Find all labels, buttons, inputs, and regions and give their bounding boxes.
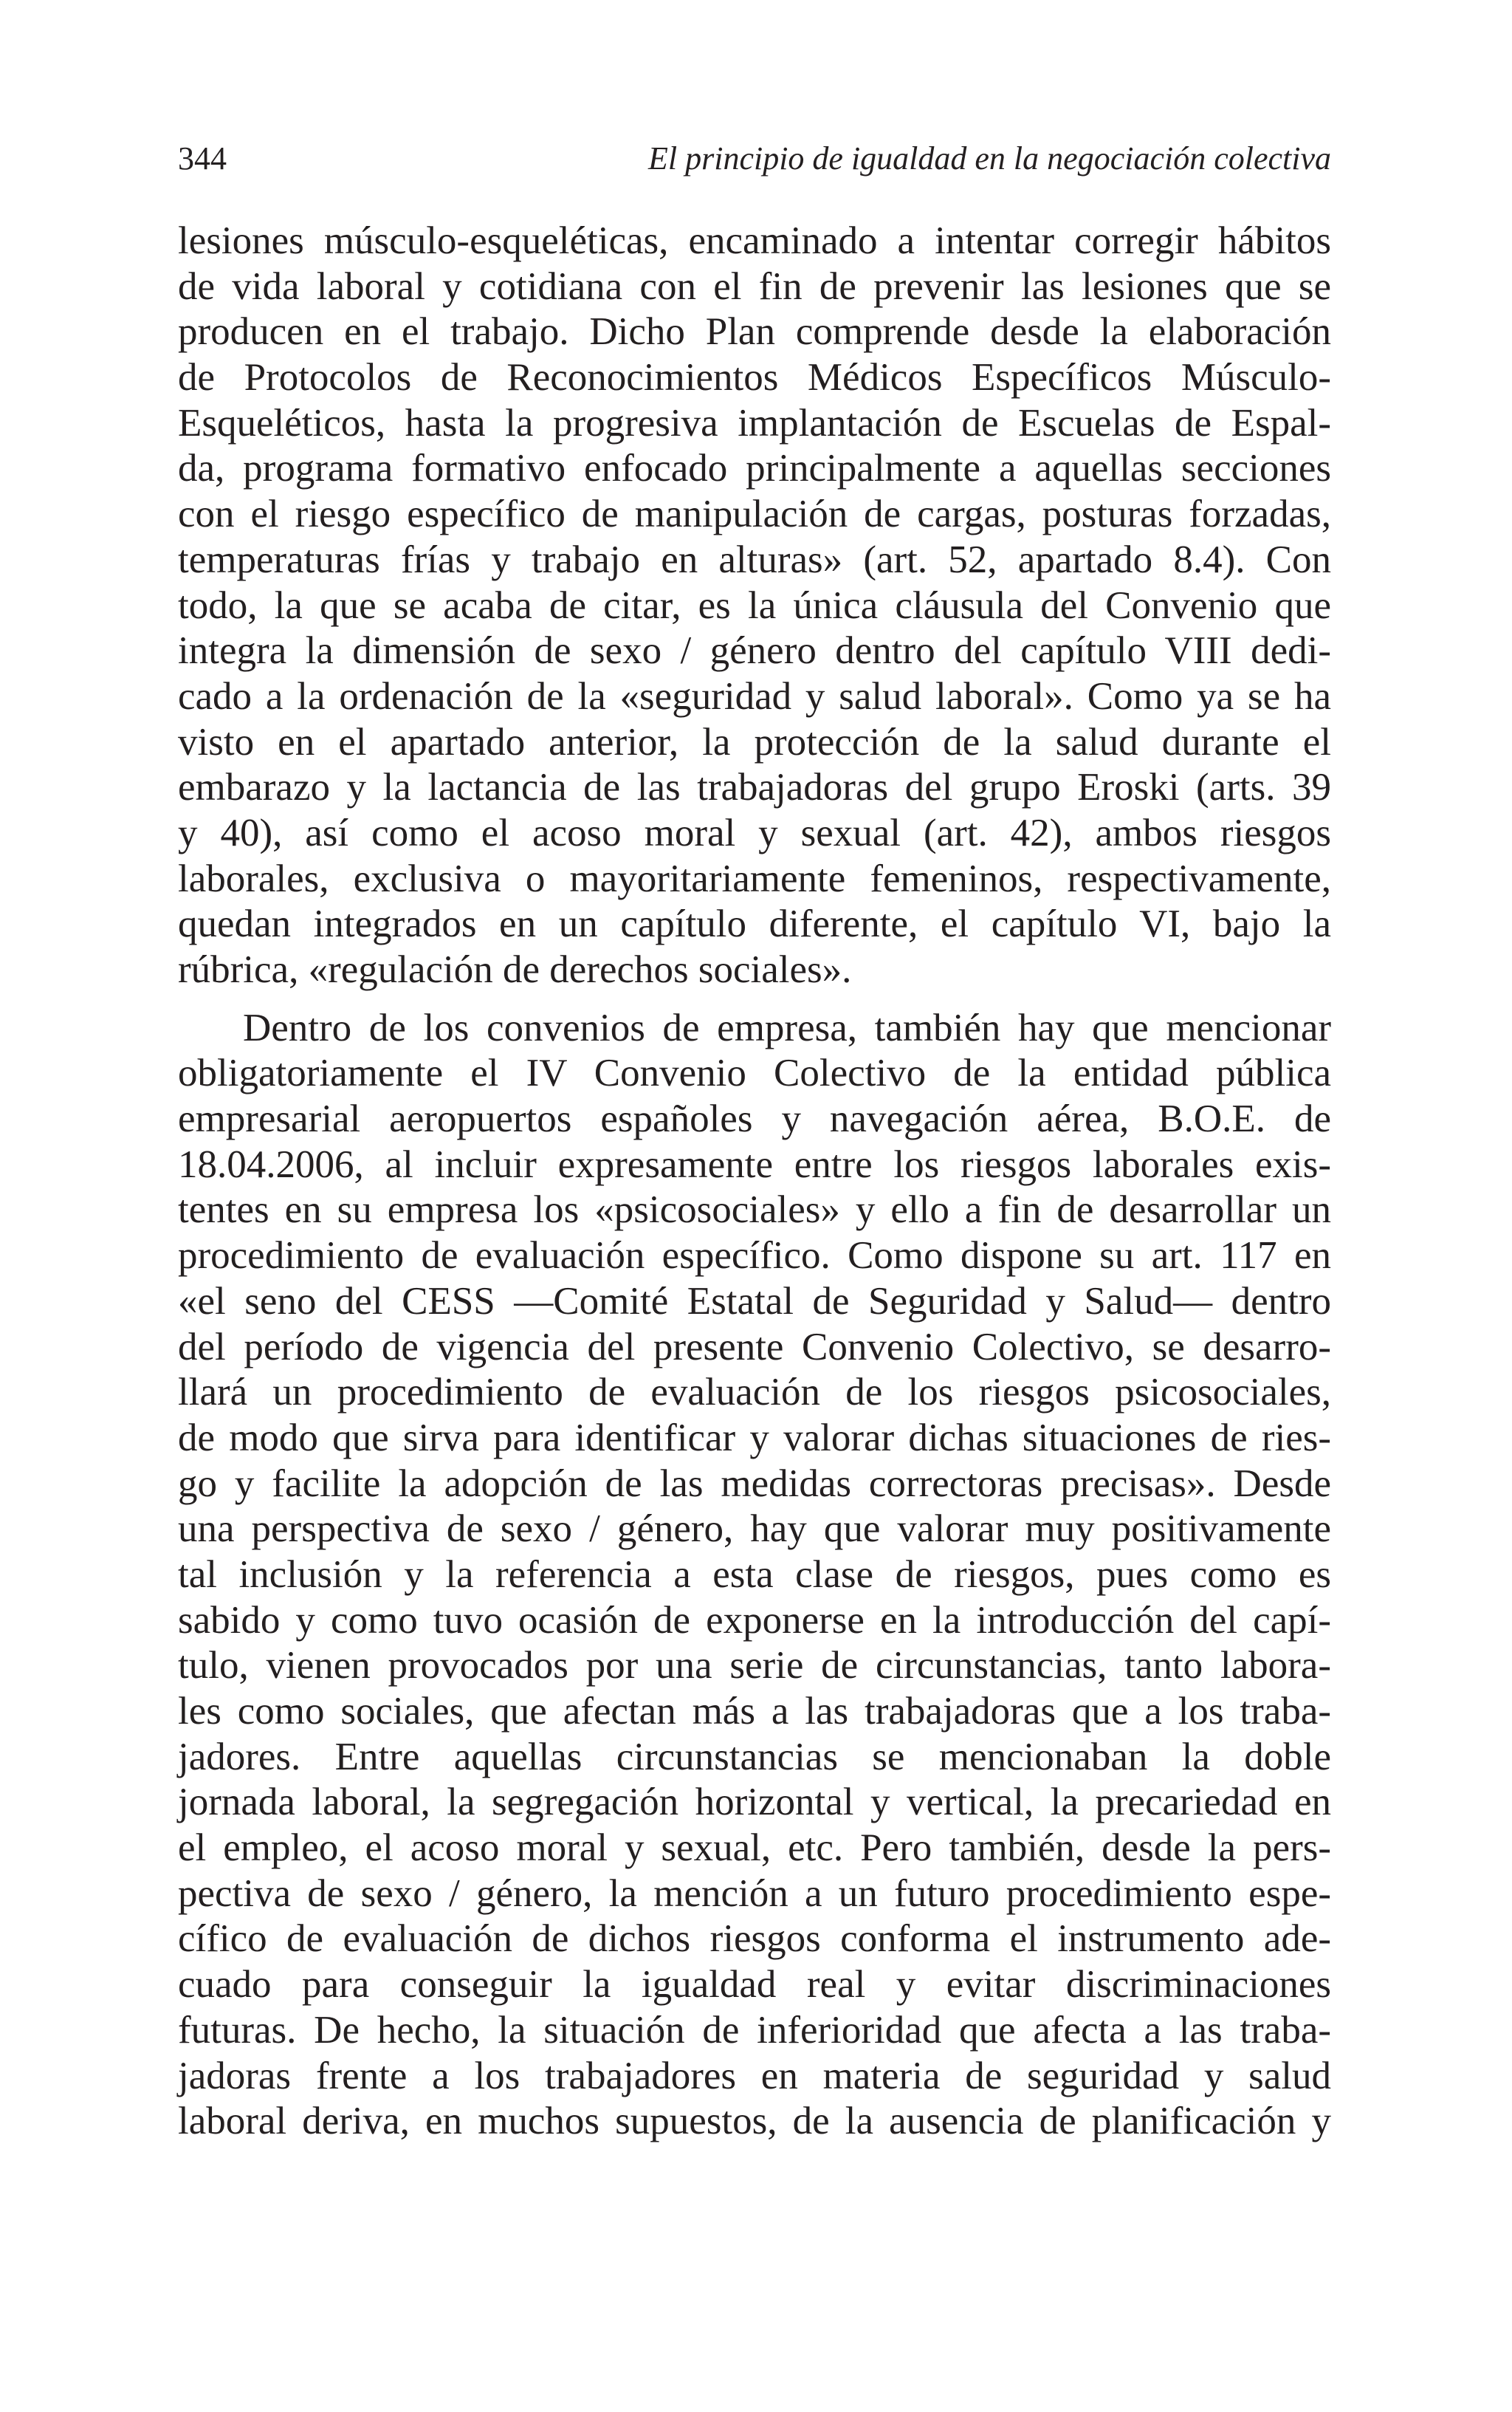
text-line: lesiones músculo-esqueléticas, encaminado a intentar corregir hábitos — [178, 219, 1331, 262]
text-line: llará un procedimiento de evaluación de los riesgos psicosociales, — [178, 1371, 1331, 1414]
text-line: con el riesgo específico de manipulación de cargas, posturas forzadas, — [178, 493, 1331, 536]
text-line: el empleo, el acoso moral y sexual, etc. Pero también, desde la pers- — [178, 1826, 1331, 1870]
text-line: integra la dimensión de sexo / género dentro del capítulo VIII dedi- — [178, 629, 1331, 673]
running-title: El principio de igualdad en la negociación colectiva — [648, 140, 1331, 177]
text-line: obligatoriamente el IV Convenio Colectivo de la entidad pública — [178, 1052, 1331, 1095]
text-line: laborales, exclusiva o mayoritariamente femeninos, respectivamente, — [178, 857, 1331, 900]
text-line: empresarial aeropuertos españoles y navegación aérea, B.O.E. de — [178, 1097, 1331, 1141]
text-line: jadoras frente a los trabajadores en materia de seguridad y salud — [178, 2054, 1331, 2097]
text-line: una perspectiva de sexo / género, hay que valorar muy positivamente — [178, 1507, 1331, 1551]
text-line: y 40), así como el acoso moral y sexual (art. 42), ambos riesgos — [178, 811, 1331, 854]
text-line: jornada laboral, la segregación horizontal y vertical, la precariedad en — [178, 1781, 1331, 1824]
paragraph-convenios — [178, 1006, 1331, 2145]
text-line: Esqueléticos, hasta la progresiva implantación de Escuelas de Espal- — [178, 401, 1331, 445]
text-line: sabido y como tuvo ocasión de exponerse en la introducción del capí- — [178, 1598, 1331, 1642]
text-line: procedimiento de evaluación específico. Como dispone su art. 117 en — [178, 1234, 1331, 1278]
text-line: futuras. De hecho, la situación de inferioridad que afecta a las traba- — [178, 2008, 1331, 2052]
text-line: tentes en su empresa los «psicosociales» y ello a fin de desarrollar un — [178, 1188, 1331, 1232]
text-line: go y facilite la adopción de las medidas correctoras precisas». Desde — [178, 1462, 1331, 1505]
text-line: cífico de evaluación de dichos riesgos conforma el instrumento ade- — [178, 1917, 1331, 1961]
text-line: tulo, vienen provocados por una serie de circunstancias, tanto labora- — [178, 1644, 1331, 1688]
page-number: 344 — [178, 140, 227, 177]
text-line: embarazo y la lactancia de las trabajadoras del grupo Eroski (arts. 39 — [178, 766, 1331, 809]
text-line: les como sociales, que afectan más a las trabajadoras que a los traba- — [178, 1690, 1331, 1733]
text-line: del período de vigencia del presente Convenio Colectivo, se desarro- — [178, 1325, 1331, 1368]
text-line: laboral deriva, en muchos supuestos, de la ausencia de planificación y — [178, 2100, 1331, 2143]
text-line: de Protocolos de Reconocimientos Médicos Específicos Músculo- — [178, 356, 1331, 400]
text-line: «el seno del CESS —Comité Estatal de Seguridad y Salud— dentro — [178, 1279, 1331, 1323]
running-header — [178, 133, 1331, 185]
paragraph-continued — [178, 219, 1331, 993]
text-line: visto en el apartado anterior, la protección de la salud durante el — [178, 720, 1331, 764]
text-line: 18.04.2006, al incluir expresamente entre los riesgos laborales exis- — [178, 1142, 1331, 1186]
text-line: da, programa formativo enfocado principalmente a aquellas secciones — [178, 447, 1331, 490]
text-line: temperaturas frías y trabajo en alturas» (art. 52, apartado 8.4). Con — [178, 538, 1331, 581]
text-line: de modo que sirva para identificar y valorar dichas situaciones de ries- — [178, 1416, 1331, 1459]
text-line: cuado para conseguir la igualdad real y evitar discriminaciones — [178, 1963, 1331, 2007]
paragraph-spacer — [178, 993, 1331, 1006]
text-line: Dentro de los convenios de empresa, también hay que mencionar — [243, 1006, 1331, 1049]
text-line: pectiva de sexo / género, la mención a un futuro procedimiento espe- — [178, 1871, 1331, 1915]
text-line: producen en el trabajo. Dicho Plan comprende desde la elaboración — [178, 310, 1331, 354]
body-text — [178, 219, 1331, 2145]
text-line: quedan integrados en un capítulo diferente, el capítulo VI, bajo la — [178, 902, 1331, 946]
text-line: jadores. Entre aquellas circunstancias se mencionaban la doble — [178, 1735, 1331, 1778]
text-line: cado a la ordenación de la «seguridad y salud laboral». Como ya se ha — [178, 674, 1331, 718]
text-line: todo, la que se acaba de citar, es la única cláusula del Convenio que — [178, 583, 1331, 627]
text-line: rúbrica, «regulación de derechos sociales». — [178, 948, 852, 991]
text-line: tal inclusión y la referencia a esta clase de riesgos, pues como es — [178, 1552, 1331, 1596]
text-line: de vida laboral y cotidiana con el fin de prevenir las lesiones que se — [178, 264, 1331, 308]
